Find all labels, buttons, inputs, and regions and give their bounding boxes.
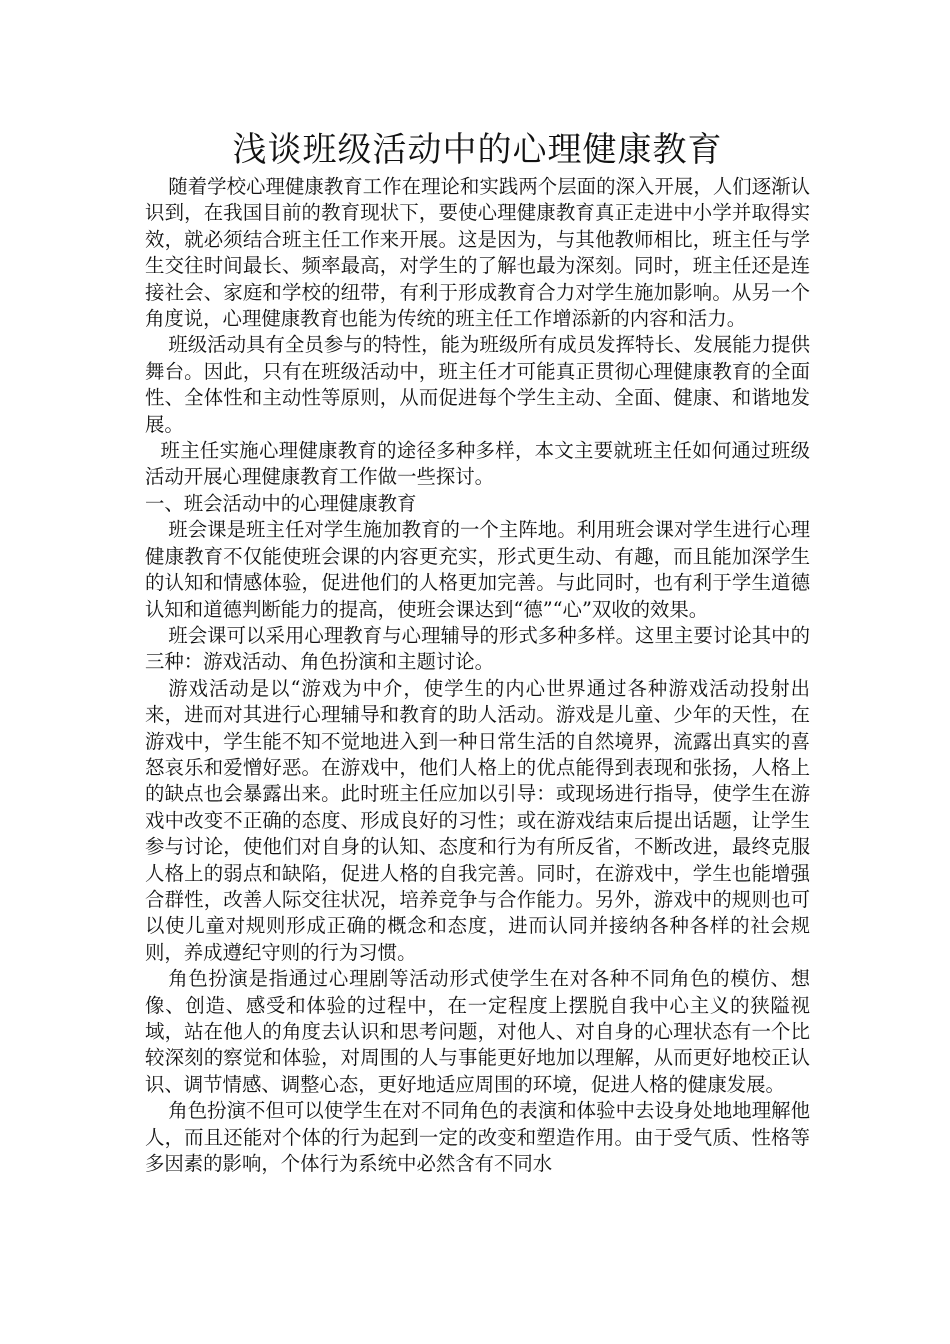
section-heading-1: 一、班会活动中的心理健康教育 — [145, 491, 417, 515]
paragraph-class-meeting: 班会课是班主任对学生施加教育的一个主阵地。利用班会课对学生进行心理健康教育不仅能使班会课的内容更充实，形式更生动、有趣，而且能加深学生的认知和情感体验，促进他们的人格更加完善。与此同时，也有利于学生道德认知和道德判断能力的提高，使班会课达到“德”“心”双收的效果。 — [145, 518, 810, 621]
paragraph-role-play: 角色扮演是指通过心理剧等活动形式使学生在对各种不同角色的模仿、想像、创造、感受和体验的过程中，在一定程度上摆脱自我中心主义的狭隘视域，站在他人的角度去认识和思考问题，对他人、对自身的心理状态有一个比较深刻的察觉和体验，对周围的人与事能更好地加以理解，从而更好地校正认识、调节情感、调整心态，更好地适应周围的环境，促进人格的健康发展。 — [145, 967, 810, 1096]
paragraph-intro: 随着学校心理健康教育工作在理论和实践两个层面的深入开展，人们逐渐认识到，在我国目前的教育现状下，要使心理健康教育真正走进中小学并取得实效，就必须结合班主任工作来开展。这是因为，与其他教师相比，班主任与学生交往时间最长、频率最高，对学生的了解也最为深刻。同时，班主任还是连接社会、家庭和学校的纽带，有利于形成教育合力对学生施加影响。从另一个角度说，心理健康教育也能为传统的班主任工作增添新的内容和活力。 — [145, 175, 810, 331]
paragraph-games: 游戏活动是以“游戏为中介，使学生的内心世界通过各种游戏活动投射出来，进而对其进行心理辅导和教育的助人活动。游戏是儿童、少年的天性，在游戏中，学生能不知不觉地进入到一种日常生活的自然境界，流露出真实的喜怒哀乐和爱憎好恶。在游戏中，他们人格上的优点能得到表现和张扬，人格上的缺点也会暴露出来。此时班主任应加以引导：或现场进行指导，使学生在游戏中改变不正确的态度、形成良好的习性；或在游戏结束后提出话题，让学生参与讨论，使他们对自身的认知、态度和行为有所反省，不断改进，最终克服人格上的弱点和缺陷，促进人格的自我完善。同时，在游戏中，学生也能增强合群性，改善人际交往状况，培养竞争与合作能力。另外，游戏中的规则也可以使儿童对规则形成正确的概念和态度，进而认同并接纳各种各样的社会规则，养成遵纪守则的行为习惯。 — [145, 676, 810, 964]
paragraph-role-play-cont: 角色扮演不但可以使学生在对不同角色的表演和体验中去设身处地地理解他人，而且还能对个体的行为起到一定的改变和塑造作用。由于受气质、性格等多因素的影响，个体行为系统中必然含有不同水 — [145, 1099, 810, 1176]
paragraph-approaches: 班主任实施心理健康教育的途径多种多样，本文主要就班主任如何通过班级活动开展心理健康教育工作做一些探讨。 — [145, 439, 810, 489]
paragraph-forms: 班会课可以采用心理教育与心理辅导的形式多种多样。这里主要讨论其中的三种：游戏活动、角色扮演和主题讨论。 — [145, 623, 810, 674]
paragraph-class-activities: 班级活动具有全员参与的特性，能为班级所有成员发挥特长、发展能力提供舞台。因此，只有在班级活动中，班主任才可能真正贯彻心理健康教育的全面性、全体性和主动性等原则，从而促进每个学生主动、全面、健康、和谐地发展。 — [145, 333, 810, 436]
document-page — [145, 128, 810, 1177]
document-title: 浅谈班级活动中的心理健康教育 — [232, 130, 723, 170]
